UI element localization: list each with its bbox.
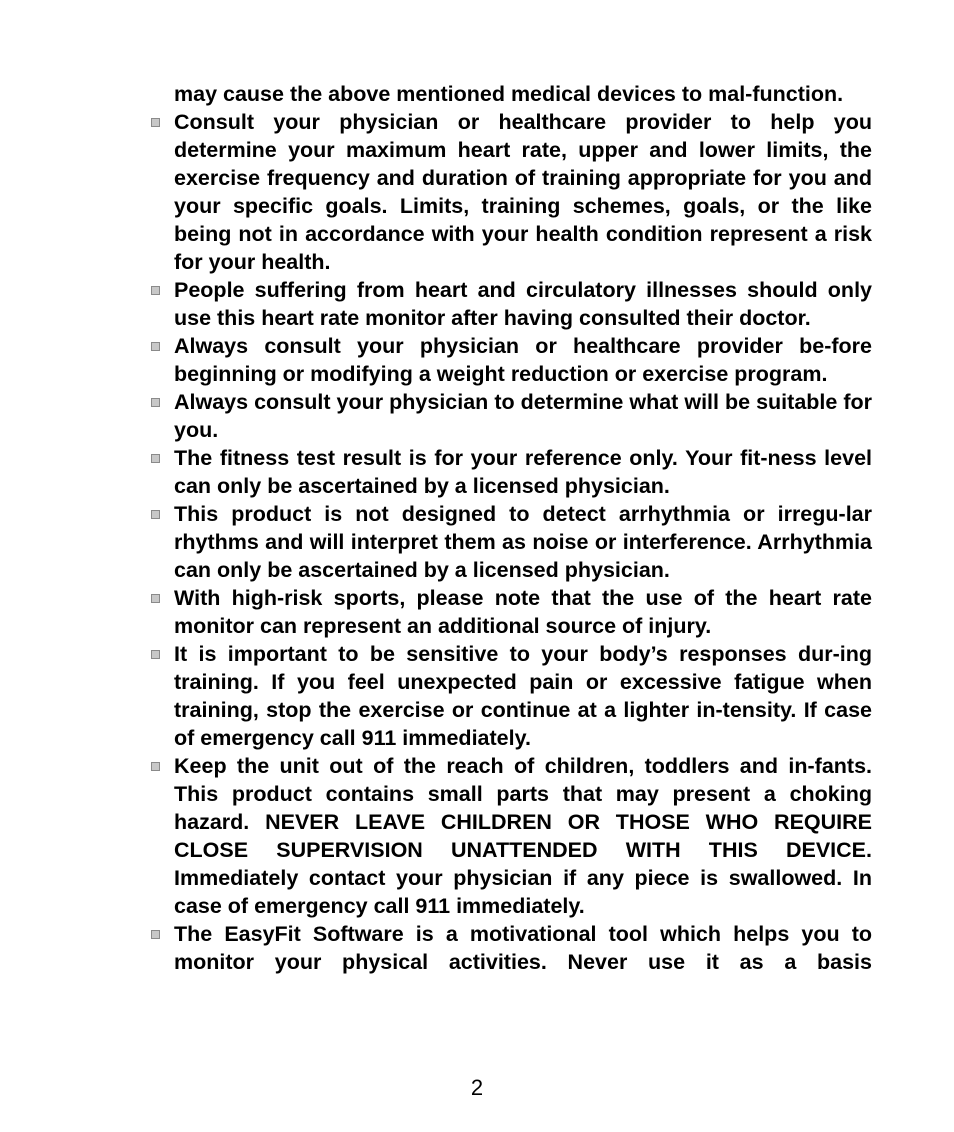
bullet-item bbox=[150, 752, 872, 920]
bullet-item bbox=[150, 640, 872, 752]
square-bullet-icon bbox=[151, 930, 160, 939]
bullet-item bbox=[150, 500, 872, 584]
page-number: 2 bbox=[470, 1075, 484, 1100]
square-bullet-icon bbox=[151, 594, 160, 603]
square-bullet-icon bbox=[151, 510, 160, 519]
bullet-item-text: This product is not designed to detect arrhythmia or irregu-lar rhythms and will interpret them as noise or interference. Arrhythmia can only be ascertained by a licensed physician. bbox=[174, 502, 872, 582]
bullet-item-text: It is important to be sensitive to your body’s responses dur-ing training. If you feel unexpected pain or excessive fatigue when training, stop the exercise or continue at a lighter in-tensity. If case of emergency call 911 immediately. bbox=[174, 642, 872, 750]
bullet-item bbox=[150, 920, 872, 976]
square-bullet-icon bbox=[151, 286, 160, 295]
square-bullet-icon bbox=[151, 118, 160, 127]
bullet-item bbox=[150, 276, 872, 332]
square-bullet-icon bbox=[151, 454, 160, 463]
bullet-item-text: With high-risk sports, please note that the use of the heart rate monitor can represent an additional source of injury. bbox=[174, 586, 872, 638]
bullet-item-text: People suffering from heart and circulatory illnesses should only use this heart rate monitor after having consulted their doctor. bbox=[174, 278, 872, 330]
square-bullet-icon bbox=[151, 398, 160, 407]
safety-text-block bbox=[150, 80, 872, 976]
bullet-item-text: Consult your physician or healthcare provider to help you determine your maximum heart rate, upper and lower limits, the exercise frequency and duration of training appropriate for you and your specific goals. Limits, training schemes, goals, or the like being not in accordance with your health condition represent a risk for your health. bbox=[174, 110, 872, 274]
bullet-item bbox=[150, 444, 872, 500]
square-bullet-icon bbox=[151, 342, 160, 351]
bullet-item bbox=[150, 108, 872, 276]
square-bullet-icon bbox=[151, 762, 160, 771]
bullet-item bbox=[150, 388, 872, 444]
square-bullet-icon bbox=[151, 650, 160, 659]
bullet-item-text: The fitness test result is for your reference only. Your fit-ness level can only be ascertained by a licensed physician. bbox=[174, 446, 872, 498]
bullet-item-text: Keep the unit out of the reach of children, toddlers and in-fants. This product contains small parts that may present a choking hazard. NEVER LEAVE CHILDREN OR THOSE WHO REQUIRE CLOSE SUPERVISION UNATTENDED WITH THIS DEVICE. Immediately contact your physician if any piece is swallowed. In case of emergency call 911 immediately. bbox=[174, 754, 872, 918]
bullet-item-text: The EasyFit Software is a motivational tool which helps you to monitor your physical activities. Never use it as a basis bbox=[174, 922, 872, 974]
bullet-item-text: Always consult your physician to determine what will be suitable for you. bbox=[174, 390, 872, 442]
continued-paragraph: may cause the above mentioned medical devices to mal-function. bbox=[174, 82, 844, 106]
bullet-item bbox=[150, 584, 872, 640]
bullet-item bbox=[150, 332, 872, 388]
bullet-item-text: Always consult your physician or healthcare provider be-fore beginning or modifying a weight reduction or exercise program. bbox=[174, 334, 872, 386]
